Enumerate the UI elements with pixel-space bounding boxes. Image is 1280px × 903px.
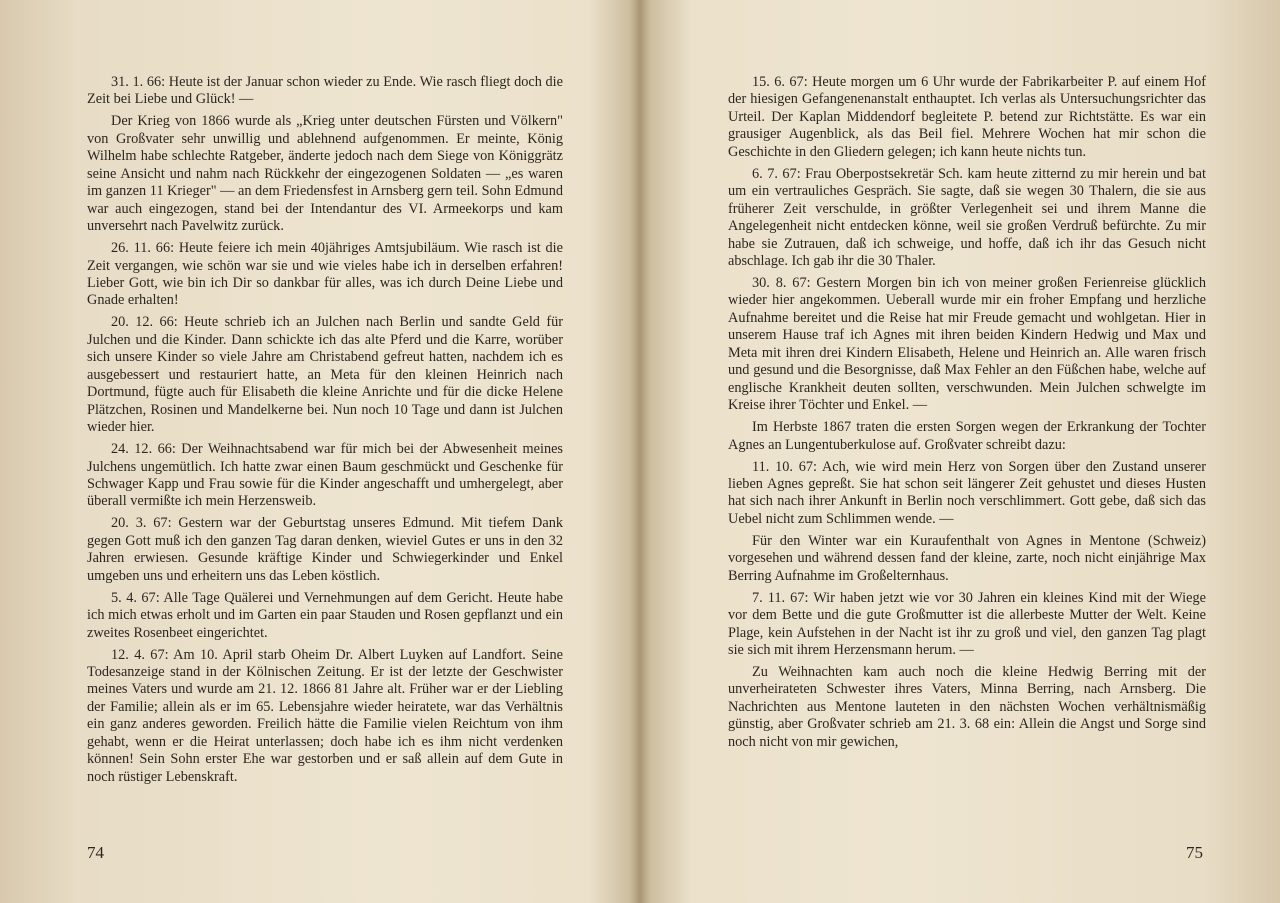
paragraph: 7. 11. 67: Wir haben jetzt wie vor 30 Jahren ein kleines Kind mit der Wiege vor dem Bette und die gute Großmutter ist die allerbeste Mutter der Welt. Keine Plage, kein Aufstehen in der Nacht ist ihr zu groß und viel, den ganzen Tag plagt sie sich mit ihrem Herzensmann herum. — <box>728 589 1206 659</box>
right-page <box>640 0 1280 903</box>
right-page-text <box>728 74 1206 756</box>
left-page-text <box>87 74 563 791</box>
paragraph: 26. 11. 66: Heute feiere ich mein 40jähriges Amtsjubiläum. Wie rasch ist die Zeit vergangen, wie schön war sie und wie vieles habe ich in derselben erfahren! Lieber Gott, wie bin ich Dir so dankbar für alles, was ich durch Deine Liebe und Gnade erhalten! <box>87 240 563 309</box>
paragraph: Zu Weihnachten kam auch noch die kleine Hedwig Berring mit der unverheirateten Schwester ihres Vaters, Minna Berring, nach Arnsberg. Die Nachrichten aus Mentone lauteten in den nächsten Wochen verhältnismäßig günstig, aber Großvater schrieb am 21. 3. 68 ein: Allein die Angst und Sorge sind noch nicht von mir gewichen, <box>728 664 1206 750</box>
paragraph: 6. 7. 67: Frau Oberpostsekretär Sch. kam heute zitternd zu mir herein und bat um ein vertrauliches Gespräch. Sie sagte, daß sie wegen 30 Thalern, die sie aus früherer Zeit verschulde, in größter Verlegenheit sei und ihrem Manne die Angelegenheit nicht entdecken könne, weil sie großen Verdruß befürchte. Zu mir habe sie Zutrauen, daß ich schweige, und hoffe, daß ich ihr das Gesuch nicht abschlage. Ich gab ihr die 30 Thaler. <box>728 165 1206 270</box>
paragraph: 11. 10. 67: Ach, wie wird mein Herz von Sorgen über den Zustand unserer lieben Agnes gepreßt. Sie hat schon seit längerer Zeit gehustet und dieses Husten hat sich nach ihrer Ankunft in Berlin noch verschlimmert. Gott gebe, daß sich das Uebel nicht zum Schlimmen wende. — <box>728 458 1206 527</box>
paragraph: 20. 12. 66: Heute schrieb ich an Julchen nach Berlin und sandte Geld für Julchen und die Kinder. Dann schickte ich das alte Pferd und die Karre, worüber sich unsere Kinder so viele Jahre am Christabend gefreut hatten, nachdem ich es ausgebessert und restauriert hatte, an Meta für den kleinen Heinrich nach Dortmund, fügte auch für Elisabeth die kleine Anrichte und für die dicke Helene Plätzchen, Rosinen und Mandelkerne bei. Nun noch 10 Tage und dann ist Julchen wieder hier. <box>87 314 563 436</box>
paragraph: 15. 6. 67: Heute morgen um 6 Uhr wurde der Fabrikarbeiter P. auf einem Hof der hiesigen Gefangenenanstalt enthauptet. Ich verlas als Untersuchungsrichter das Urteil. Der Kaplan Middendorf begleitete P. betend zur Richtstätte. Es war ein grausiger Augenblick, als das Beil fiel. Mehrere Wochen hat mir schon die Geschichte in den Gliedern gelegen; ich kann heute nichts tun. <box>728 74 1206 160</box>
paragraph: 12. 4. 67: Am 10. April starb Oheim Dr. Albert Luyken auf Landfort. Seine Todesanzeige stand in der Kölnischen Zeitung. Er ist der letzte der Geschwister meines Vaters und wurde am 21. 12. 1866 81 Jahre alt. Früher war er der Liebling der Familie; allein als er im 65. Lebensjahre wieder heiratete, war das Verhältnis ein ganz anderes geworden. Freilich hätte die Familie vielen Reichtum von ihm gehabt, wenn er die Heirat unterlassen; doch habe ich es ihm nicht verdenken können! Sein Sohn erster Ehe war gestorben und er saß allein auf dem Gute in noch rüstiger Lebenskraft. <box>87 646 563 785</box>
paragraph: Der Krieg von 1866 wurde als „Krieg unter deutschen Fürsten und Völkern" von Großvater sehr unwillig und ablehnend aufgenommen. Er meinte, König Wilhelm habe schlechte Ratgeber, änderte jedoch nach dem Siege von Königgrätz seine Ansicht und nahm nach Rückkehr der eingezogenen Soldaten — „es waren im ganzen 11 Krieger" — an dem Friedensfest in Arnsberg gern teil. Sohn Edmund war auch eingezogen, stand bei der Intendantur des VI. Armeekorps und kam unversehrt nach Pavelwitz zurück. <box>87 113 563 235</box>
paragraph: 31. 1. 66: Heute ist der Januar schon wieder zu Ende. Wie rasch fliegt doch die Zeit bei Liebe und Glück! — <box>87 74 563 108</box>
paragraph: 5. 4. 67: Alle Tage Quälerei und Vernehmungen auf dem Gericht. Heute habe ich mich etwas erholt und im Garten ein paar Stauden und Rosen gepflanzt und ein zweites Rosenbeet eingerichtet. <box>87 589 563 641</box>
paragraph: 30. 8. 67: Gestern Morgen bin ich von meiner großen Ferienreise glücklich wieder hier angekommen. Ueberall wurde mir ein froher Empfang und herzliche Aufnahme bereitet und die Reise hat mir Freude gemacht und wohlgetan. Hier in unserem Hause traf ich Agnes mit ihren beiden Kindern Hedwig und Max und Meta mit ihren drei Kindern Elisabeth, Helene und Heinrich an. Alle waren frisch und gesund und die Besorgnisse, daß Max Fehler an den Füßchen habe, welche auf englische Krankheit deuten sollten, verschwunden. Mein Julchen schwelgte im Kreise ihrer Töchter und Enkel. — <box>728 274 1206 414</box>
page-number-right: 75 <box>1186 843 1203 862</box>
page-number-left: 74 <box>87 843 104 862</box>
paragraph: 20. 3. 67: Gestern war der Geburtstag unseres Edmund. Mit tiefem Dank gegen Gott muß ich den ganzen Tag daran denken, wieviel Gutes er uns in den 32 Jahren erwiesen. Gesunde kräftige Kinder und Schwiegerkinder und Enkel umgeben uns und erheitern uns das Leben köstlich. <box>87 515 563 584</box>
paragraph: 24. 12. 66: Der Weihnachtsabend war für mich bei der Abwesenheit meines Julchens ungemütlich. Ich hatte zwar einen Baum geschmückt und Geschenke für Schwager Kapp und Frau sowie für die Kinder angeschafft und umhergelegt, aber überall vermißte ich mein Herzensweib. <box>87 441 563 510</box>
paragraph: Im Herbste 1867 traten die ersten Sorgen wegen der Erkrankung der Tochter Agnes an Lungentuberkulose auf. Großvater schreibt dazu: <box>728 419 1206 453</box>
paragraph: Für den Winter war ein Kuraufenthalt von Agnes in Mentone (Schweiz) vorgesehen und während dessen fand der kleine, zarte, noch nicht einjährige Max Berring Aufnahme im Großelternhaus. <box>728 532 1206 584</box>
